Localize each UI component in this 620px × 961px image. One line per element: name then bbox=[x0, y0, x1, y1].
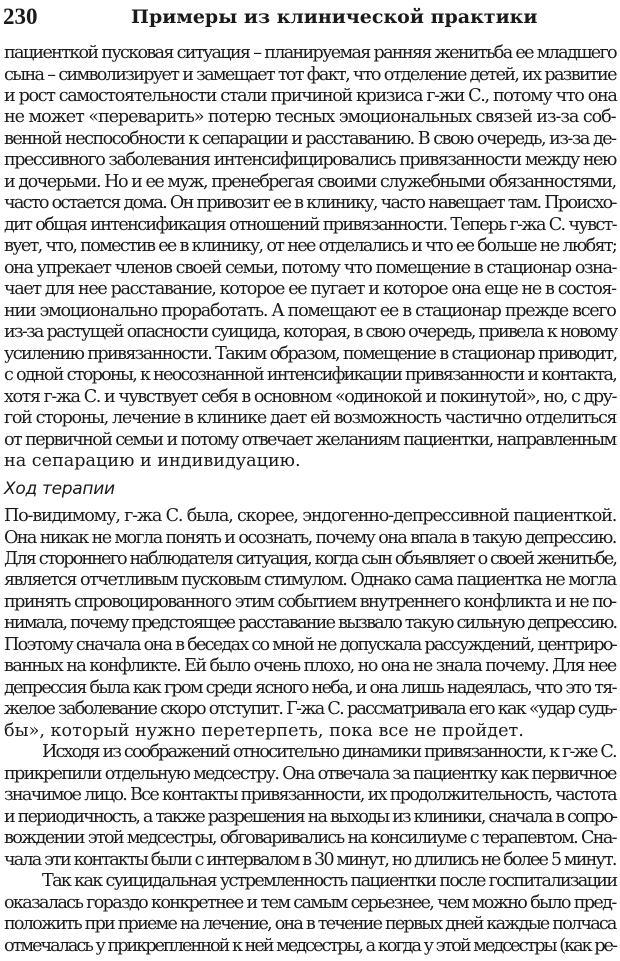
text-line: нии эмоционально проработать. А помещают ее в стационар прежде всего bbox=[4, 300, 616, 321]
text-line: Она никак не могла понять и осознать, почему она впала в такую депрессию. bbox=[4, 527, 616, 548]
text-line: из-за растущей опасности суицида, которая, в свою очередь, привела к новому bbox=[4, 322, 617, 343]
section-heading: Ход терапии bbox=[4, 478, 115, 499]
text-line: значимое лицо. Все контакты привязанности, их продолжительность, частота bbox=[4, 785, 616, 806]
text-line: принять спровоцированного этим событием внутреннего конфликта и не по- bbox=[4, 591, 616, 612]
text-line: является отчетливым пусковым стимулом. Однако сама пациентка не могла bbox=[4, 570, 616, 591]
text-line: желое заболевание скоро отступит. Г-жа С. рассматривала его как «удар судь- bbox=[4, 699, 616, 720]
text-line: Исходя из соображений относительно динамики привязанности, к г-же С. bbox=[42, 742, 616, 763]
text-line: сына – символизирует и замещает тот факт, что отделение детей, их развитие bbox=[4, 64, 616, 85]
text-line: пациенткой пусковая ситуация – планируемая ранняя женитьба ее младшего bbox=[4, 43, 616, 63]
text-line: Для стороннего наблюдателя ситуация, когда сын объявляет о своей женитьбе, bbox=[4, 549, 617, 569]
text-line: вождении этой медсестры, обговаривались на консилиуме с терапевтом. Сна- bbox=[4, 828, 616, 849]
text-line: ванных на конфликте. Ей было очень плохо, но она не знала почему. Для нее bbox=[4, 656, 616, 677]
text-line: дит общая интенсификация отношений привязанности. Теперь г-жа С. чувст- bbox=[4, 214, 616, 235]
running-title: Примеры из клинической практики bbox=[131, 6, 538, 28]
text-line: По-видимому, г-жа С. была, скорее, эндогенно-депрессивной пациенткой. bbox=[4, 506, 617, 526]
text-line: вует, что, поместив ее в клинику, от нее отделались и что ее больше не любят; bbox=[4, 236, 617, 257]
text-line: и периодичность, а также разрешения на выходы из клиники, сначала в сопро- bbox=[4, 806, 617, 827]
text-line: оказалась гораздо конкретнее и тем самым серьезнее, чем можно было пред- bbox=[4, 892, 616, 913]
text-line: чала эти контакты были с интервалом в 30 минут, но длились не более 5 минут. bbox=[4, 849, 616, 870]
text-line: прессивного заболевания интенсифицировались привязанности между нею bbox=[4, 150, 616, 171]
text-line: и рост самостоятельности стали причиной кризиса г-жи С., потому что она bbox=[4, 86, 617, 106]
page-number: 230 bbox=[3, 4, 38, 29]
text-line: бы», который нужно перетерпеть, пока все не пройдет. bbox=[4, 720, 524, 741]
text-line: депрессия была как гром среди ясного неба, и она лишь надеялась, что это тя- bbox=[4, 677, 616, 698]
text-line: на сепарацию и индивидуацию. bbox=[4, 451, 301, 471]
text-line: гой стороны, лечение в клинике дает ей возможность частично отделиться bbox=[4, 408, 617, 429]
text-line: не может «переварить» потерю тесных эмоциональных связей из-за соб- bbox=[4, 107, 616, 128]
text-line: усилению привязанности. Таким образом, помещение в стационар приводит, bbox=[4, 343, 617, 364]
text-line: чает для нее расставание, которое ее пугает и которое она еще не в состоя- bbox=[4, 279, 616, 300]
text-line: Так как суицидальная устремленность пациентки после госпитализации bbox=[42, 871, 617, 892]
text-line: положить при приеме на лечение, она в течение первых дней каждые полчаса bbox=[4, 914, 616, 934]
text-line: Поэтому сначала она в беседах со мной не допускала рассуждений, центриро- bbox=[4, 634, 616, 655]
text-line: венной неспособности к сепарации и расставанию. В свою очередь, из-за де- bbox=[4, 128, 616, 149]
text-line: прикрепили отдельную медсестру. Она отвечала за пациентку как первичное bbox=[4, 763, 616, 784]
text-line: она упрекает членов своей семьи, потому что помещение в стационар озна- bbox=[4, 257, 616, 278]
text-line: часто остается дома. Он привозит ее в клинику, часто навещает там. Происхо- bbox=[4, 193, 616, 214]
text-line: отмечалась у прикрепленной к ней медсестры, а когда у этой медсестры (как ре- bbox=[4, 935, 616, 956]
text-line: хотя г-жа С. и чувствует себя в основном «одинокой и покинутой», но, с дру- bbox=[4, 386, 617, 407]
text-line: и дочерьми. Но и ее муж, пренебрегая своими служебными обязанностями, bbox=[4, 171, 616, 192]
text-line: с одной стороны, к неосознанной интенсификации привязанности и контакта, bbox=[4, 365, 617, 386]
text-line: нимала, почему предстоящее расставание вызвало такую сильную депрессию. bbox=[4, 613, 617, 634]
text-line: от первичной семьи и потому отвечает желаниям пациентки, направленным bbox=[4, 429, 616, 450]
page-header bbox=[3, 2, 617, 36]
